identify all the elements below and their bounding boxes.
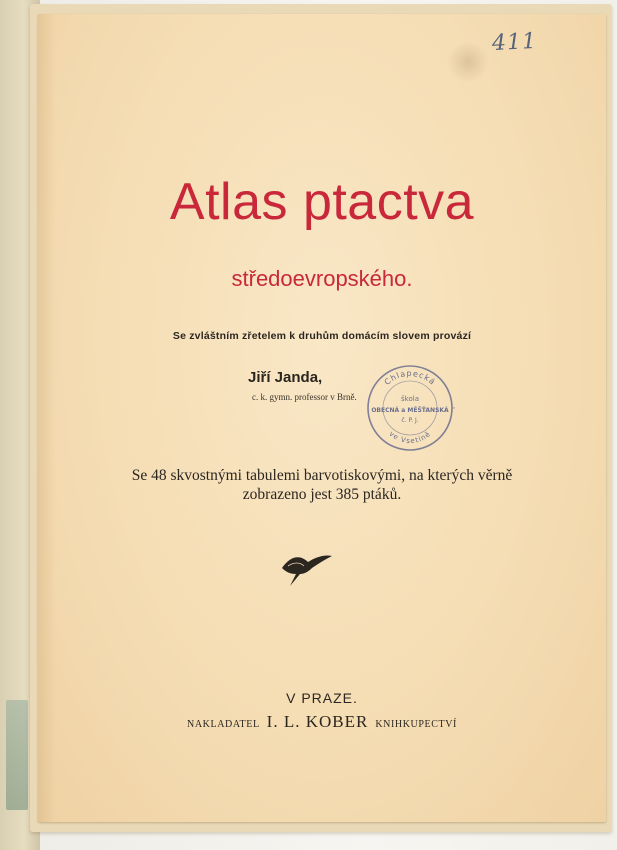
imprint-publisher (38, 712, 606, 732)
stamp-line2: OBECNÁ a MĚŠŤANSKÁ (371, 407, 449, 414)
publisher-prefix: NAKLADATEL (187, 719, 260, 730)
school-stamp (365, 363, 455, 453)
cover-cloth-strip (6, 700, 28, 810)
stamp-line3: č. P. J. (401, 417, 419, 424)
shelf-number: 411 (491, 28, 538, 57)
author-name: Jiří Janda, (248, 369, 323, 386)
stamp-bottom-text: ve Vsetíně (387, 429, 433, 446)
plates-line-2: zobrazeno jest 385 ptáků. (242, 486, 402, 503)
swallow-icon (278, 548, 334, 588)
imprint-place: V PRAZE. (286, 690, 358, 706)
book-subtitle: středoevropského. (231, 266, 413, 291)
pencil-smudge (448, 40, 488, 84)
plates-line-1: Se 48 skvostnými tabulemi barvotiskovými, na kterých věrně (131, 467, 513, 484)
stamp-line1: škola (401, 395, 419, 403)
author-title: c. k. gymn. professor v Brně. (252, 392, 357, 402)
publisher-name: I. L. KOBER (266, 712, 369, 731)
publisher-suffix: KNIHKUPECTVÍ (375, 719, 457, 730)
stamp-top-text: Chlapecká (382, 368, 438, 387)
book-title: Atlas ptactva (169, 173, 475, 231)
plates-description (38, 466, 606, 504)
author-note: Se zvláštním zřetelem k druhům domácím slovem provází (172, 330, 472, 342)
